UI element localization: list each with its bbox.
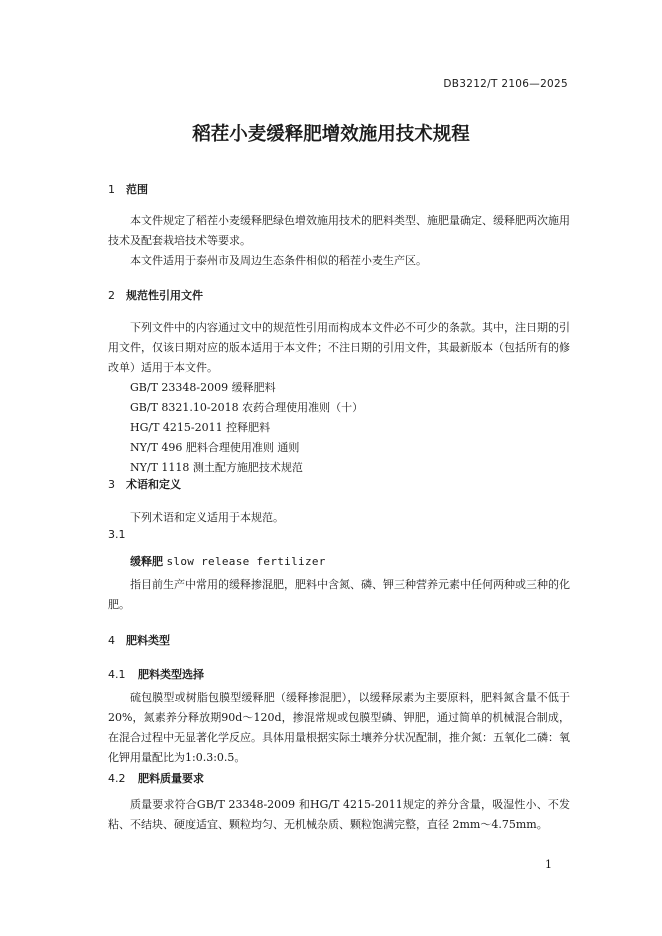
paragraph: 下列文件中的内容通过文中的规范性引用而构成本文件必不可少的条款。其中，注日期的引用文件，仅该日期对应的版本适用于本文件；不注日期的引用文件，其最新版本（包括所有的修改单）适用于本文件。 — [108, 321, 570, 374]
section-number: 4.2 — [108, 772, 126, 785]
section-number: 2 — [108, 289, 115, 302]
section-1-body — [108, 211, 570, 271]
paragraph: 硫包膜型或树脂包膜型缓释肥（缓释掺混肥），以缓释尿素为主要原料，肥料氮含量不低于20%，氮素养分释放期90d～120d，掺混常规或包膜型磷、钾肥，通过简单的机械混合制成，在混合过程中无显著化学反应。具体用量根据实际土壤养分状况配制，推介氮：五氧化二磷：氧化钾用量配比为1:0.3:0.5。 — [108, 691, 570, 764]
section-2-body — [108, 318, 570, 478]
paragraph: 下列术语和定义适用于本规范。 — [130, 511, 284, 524]
section-2-heading — [108, 287, 203, 303]
paragraph: 指目前生产中常用的缓释掺混肥，肥料中含氮、磷、钾三种营养元素中任何两种或三种的化肥。 — [108, 578, 570, 611]
section-number: 4.1 — [108, 668, 126, 681]
reference-item: GB/T 8321.10-2018 农药合理使用准则（十） — [130, 401, 364, 414]
section-1-heading — [108, 181, 148, 197]
reference-item: NY/T 496 肥料合理使用准则 通则 — [130, 441, 300, 454]
section-title: 肥料类型选择 — [138, 668, 204, 681]
section-number: 4 — [108, 634, 115, 647]
section-4-heading — [108, 632, 170, 648]
section-3-heading — [108, 476, 181, 492]
paragraph: 本文件规定了稻茬小麦缓释肥绿色增效施用技术的肥料类型、施肥量确定、缓释肥两次施用技术及配套栽培技术等要求。 — [108, 214, 570, 247]
reference-item: HG/T 4215-2011 控释肥料 — [130, 421, 271, 434]
section-title: 范围 — [126, 183, 148, 196]
page-number: 1 — [545, 858, 552, 871]
document-title: 稻茬小麦缓释肥增效施用技术规程 — [192, 124, 470, 145]
section-title: 肥料质量要求 — [138, 772, 204, 785]
section-number: 1 — [108, 183, 115, 196]
section-4-2-body — [108, 795, 570, 835]
section-title: 肥料类型 — [126, 634, 170, 647]
clause-number: 3.1 — [108, 528, 126, 541]
term-definition — [108, 575, 570, 615]
term-english: slow release fertilizer — [166, 555, 326, 568]
reference-item: NY/T 1118 测土配方施肥技术规范 — [130, 461, 303, 474]
section-3-body — [108, 508, 570, 528]
reference-item: GB/T 23348-2009 缓释肥料 — [130, 381, 276, 394]
section-4-1-heading — [108, 666, 204, 682]
term-entry — [130, 553, 326, 569]
section-4-1-body — [108, 688, 570, 768]
paragraph: 本文件适用于泰州市及周边生态条件相似的稻茬小麦生产区。 — [130, 254, 427, 267]
section-title: 术语和定义 — [126, 478, 181, 491]
section-title: 规范性引用文件 — [126, 289, 203, 302]
section-number: 3 — [108, 478, 115, 491]
document-number: DB3212/T 2106—2025 — [443, 78, 568, 90]
paragraph: 质量要求符合GB/T 23348-2009 和HG/T 4215-2011规定的养分含量，吸湿性小、不发粘、不结块、硬度适宜、颗粒均匀、无机械杂质、颗粒饱满完整，直径 2mm～4.75mm。 — [108, 798, 570, 831]
term-chinese: 缓释肥 — [130, 555, 163, 568]
section-4-2-heading — [108, 770, 204, 786]
